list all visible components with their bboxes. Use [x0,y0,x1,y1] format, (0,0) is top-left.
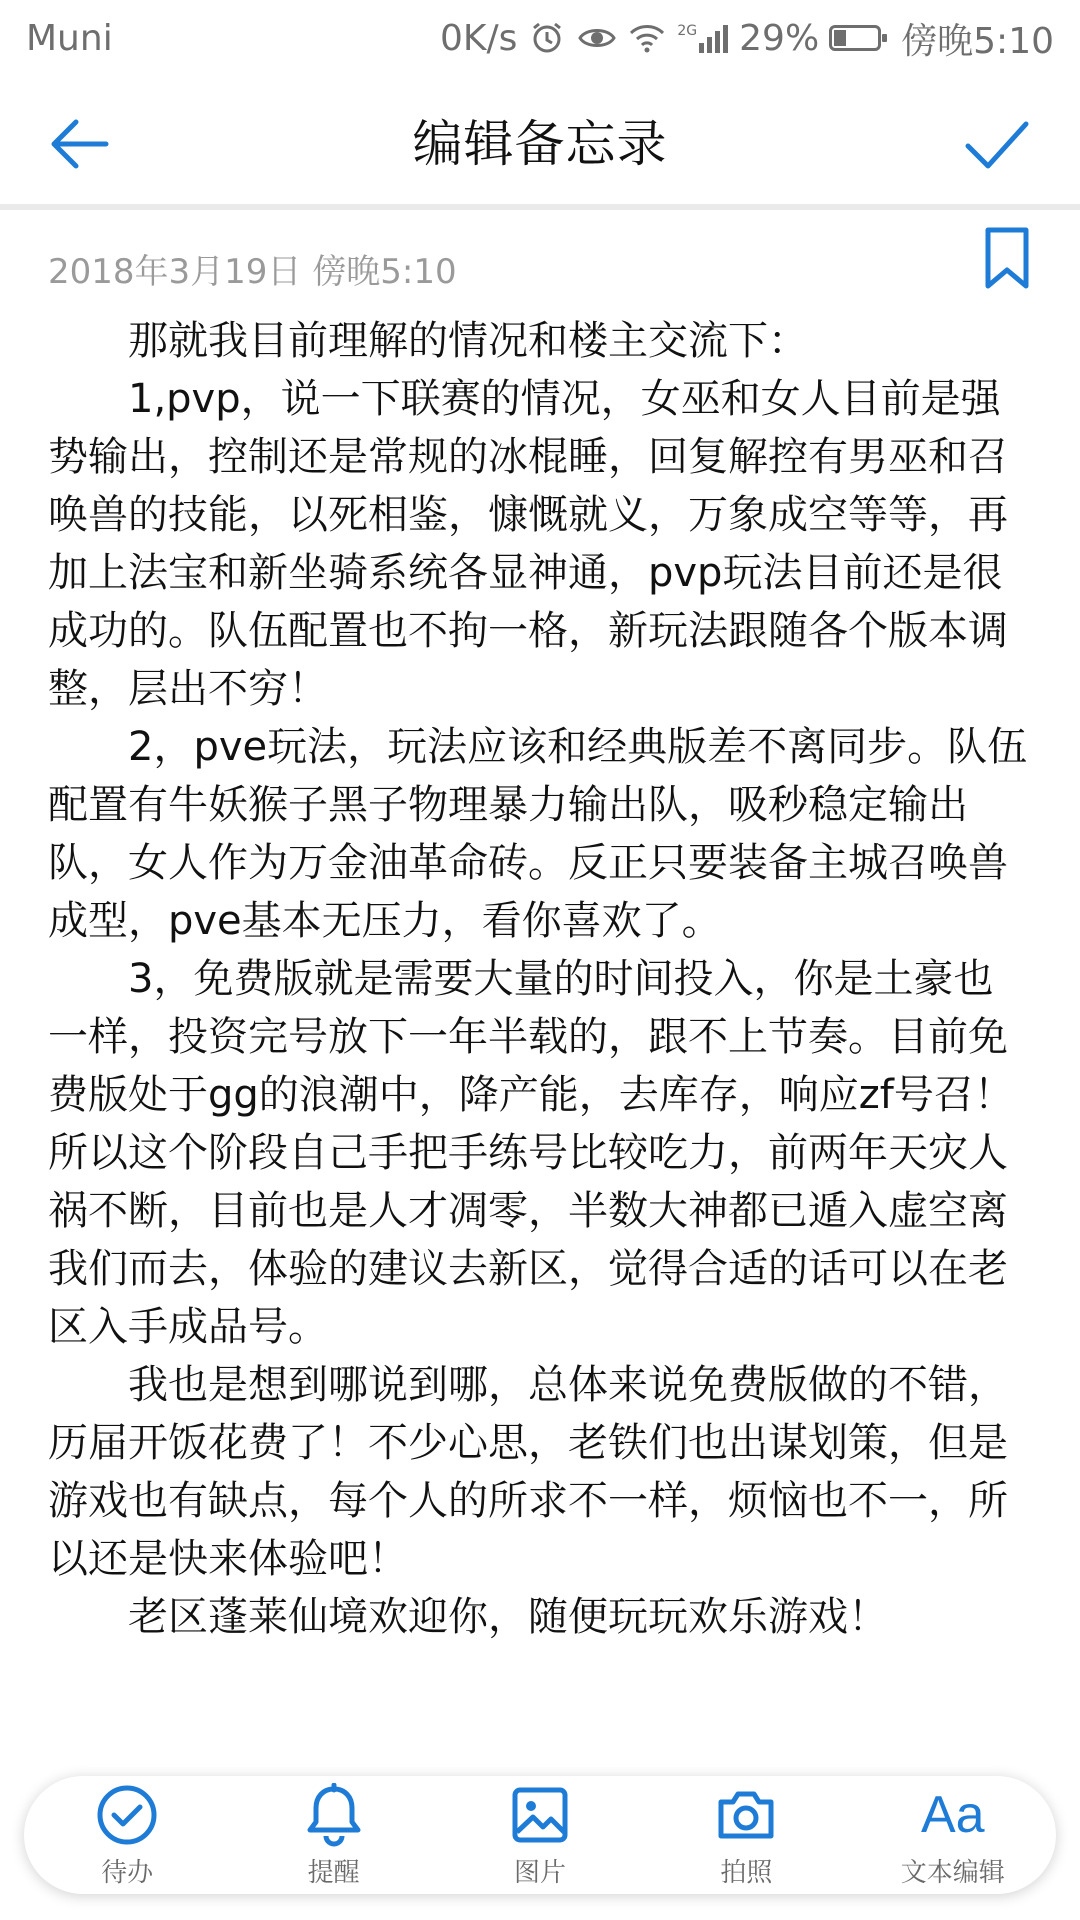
todo-button[interactable] [47,1782,207,1889]
reminder-button[interactable] [254,1782,414,1889]
image-button[interactable] [460,1782,620,1889]
wifi-icon [627,18,667,58]
camera-button[interactable] [666,1782,826,1889]
back-arrow-icon[interactable] [48,112,112,176]
text-edit-label: 文本编辑 [900,1857,1005,1888]
save-check-icon[interactable] [962,112,1032,176]
network-type: 2G [677,23,698,39]
note-paragraph: 我也是想到哪说到哪，总体来说免费版做的不错，历届开饭花费了！不少心思，老铁们也出谋划策，但是游戏也有缺点，每个人的所求不一样，烦恼也不一，所以还是快来体验吧！ [48,1362,1008,1582]
signal-icon [677,23,729,53]
reminder-label: 提醒 [307,1857,360,1888]
app-header [0,76,1080,210]
bell-icon [301,1782,367,1848]
carrier-label: Muni [26,17,113,59]
camera-label: 拍照 [720,1857,773,1888]
checkbox-circle-icon [94,1782,160,1848]
bookmark-icon[interactable] [982,226,1032,290]
network-speed: 0K/s [439,17,518,59]
note-paragraph: 3，免费版就是需要大量的时间投入，你是土豪也一样，投资完号放下一年半载的，跟不上节奏。目前免费版处于gg的浪潮中，降产能，去库存，响应zf号召！所以这个阶段自己手把手练号比较吃力，前两年天灾人祸不断，目前也是人才凋零，半数大神都已遁入虚空离我们而去，体验的建议去新区，觉得合适的话可以在老区入手成品号。 [48,956,1014,1350]
page-title: 编辑备忘录 [412,115,668,173]
bottom-toolbar [24,1776,1056,1894]
clock: 傍晚5:10 [901,20,1054,62]
note-timestamp: 2018年3月19日 傍晚5:10 [48,252,457,292]
todo-label: 待办 [101,1857,154,1888]
alarm-icon [527,18,567,58]
camera-icon [713,1782,779,1848]
note-paragraph: 1,pvp，说一下联赛的情况，女巫和女人目前是强势输出，控制还是常规的冰棍睡，回复解控有男巫和召唤兽的技能，以死相鉴，慷慨就义，万象成空等等，再加上法宝和新坐骑系统各显神通，pvp玩法目前还是很成功的。队伍配置也不拘一格，新玩法跟随各个版本调整，层出不穷！ [48,376,1008,712]
image-label: 图片 [513,1857,566,1888]
text-format-icon: Aa [920,1785,985,1844]
eye-icon [577,18,617,58]
note-paragraph: 老区蓬莱仙境欢迎你，随便玩玩欢乐游戏！ [128,1594,888,1640]
note-paragraph: 2，pve玩法，玩法应该和经典版差不离同步。队伍配置有牛妖猴子黑子物理暴力输出队，吸秒稳定输出队，女人作为万金油革命砖。反正只要装备主城召唤兽成型，pve基本无压力，看你喜欢了。 [48,724,1028,944]
status-bar [0,0,1080,76]
note-paragraph: 那就我目前理解的情况和楼主交流下： [128,318,808,364]
battery-percent: 29% [739,17,820,59]
text-edit-button[interactable] [873,1782,1033,1889]
note-body[interactable] [48,312,1032,1646]
image-icon [507,1782,573,1848]
battery-icon [829,25,881,51]
